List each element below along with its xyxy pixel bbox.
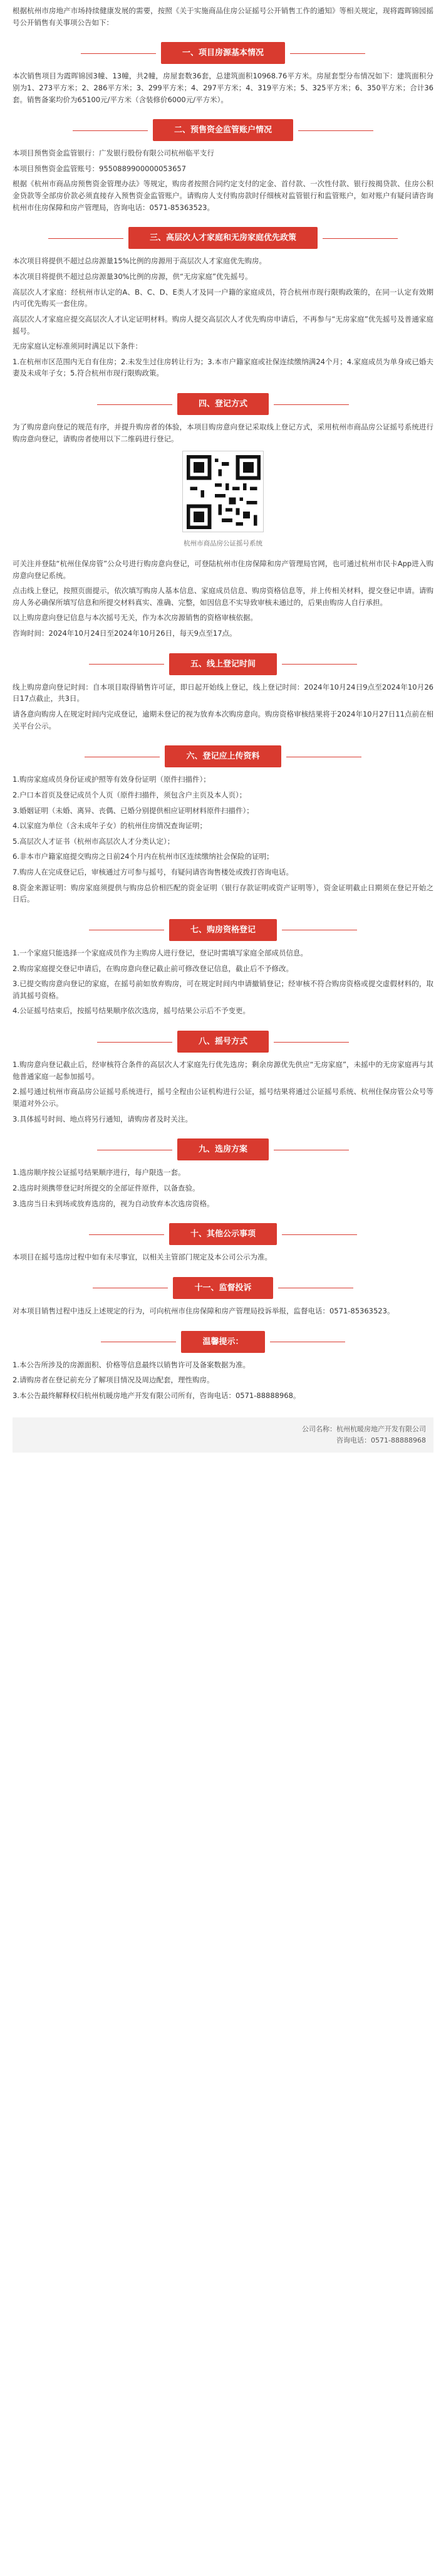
section-paragraph: 对本项目销售过程中违反上述规定的行为，可向杭州市住房保障和房产管理局投诉举报，监督电话：0571-85363523。 <box>13 1306 395 1315</box>
section-title: 九、选房方案 <box>177 1138 269 1160</box>
footer-phone: 咨询电话：0571-88888968 <box>336 1436 426 1445</box>
section-paragraph: 1.购房意向登记截止后，经审核符合条件的高层次人才家庭先行优先选房；剩余房源优先供应“无房家庭”，未摇中的无房家庭再与其他普通家庭一起参加摇号。 <box>13 1060 433 1081</box>
section-paragraph: 3.婚姻证明（未婚、离异、丧偶、已婚分别提供相应证明材料原件扫描件）； <box>13 806 254 815</box>
section-paragraph: 4.公证摇号结束后，按摇号结果顺序依次选房，摇号结果公示后不予变更。 <box>13 1006 250 1016</box>
tip-item: 2.请购房者在登记前充分了解项目情况及周边配套，理性购房。 <box>13 1375 214 1385</box>
section-header <box>13 393 433 415</box>
section-paragraph: 无房家庭认定标准须同时满足以下条件： <box>13 342 142 351</box>
section-title: 十、其他公示事项 <box>169 1223 277 1245</box>
tip-item: 1.本公告所涉及的房源面积、价格等信息最终以销售许可及备案数据为准。 <box>13 1360 250 1369</box>
section-paragraph: 5.高层次人才证书（杭州市高层次人才分类认定）； <box>13 836 175 846</box>
section-paragraph: 本次项目将提供不超过总房源量30%比例的房源，供“无房家庭”优先摇号。 <box>13 272 252 281</box>
qr-code-graphic <box>187 455 261 529</box>
section-title: 一、项目房源基本情况 <box>161 42 285 64</box>
tip-item: 3.本公告最终解释权归杭州杭暖房地产开发有限公司所有，咨询电话：0571-88888968。 <box>13 1391 301 1400</box>
section-header <box>13 119 433 141</box>
section-paragraph: 2.户口本首页及登记成员个人页（原件扫描件，须包含户主页及本人页）； <box>13 790 247 799</box>
section-paragraph: 2.购房家庭提交登记申请后，在购房意向登记截止前可修改登记信息，截止后不予修改。 <box>13 964 293 973</box>
section-paragraph: 1.购房家庭成员身份证或护照等有效身份证明（原件扫描件）； <box>13 775 210 784</box>
section-header <box>13 227 433 249</box>
section-paragraph: 高层次人才家庭：经杭州市认定的A、B、C、D、E类人才及同一户籍的家庭成员，符合杭州市现行限购政策的，在同一认定有效期内可优先购买一套住房。 <box>13 287 433 308</box>
section-paragraph: 1.一个家庭只能选择一个家庭成员作为主购房人进行登记，登记时需填写家庭全部成员信息。 <box>13 948 308 957</box>
section-header <box>13 1031 433 1053</box>
qr-code-icon[interactable] <box>182 451 264 532</box>
section-paragraph: 3.已提交购房意向登记的家庭，在摇号前如放弃购房，可在规定时间内申请撤销登记；经审核不符合购房资格或提交虚假材料的，取消其摇号资格。 <box>13 979 433 1000</box>
section-header <box>13 919 433 941</box>
section-header <box>13 745 433 767</box>
section-paragraph: 6.非本市户籍家庭提交购房之日前24个月内在杭州市区连续缴纳社会保险的证明； <box>13 852 274 861</box>
section-paragraph: 根据《杭州市商品房预售资金管理办法》等规定，购房者按照合同约定支付的定金、首付款、一次性付款、银行按揭贷款、住房公积金贷款等全部房价款必须直接存入预售资金监管账户。请购房人支付购房款时仔细核对监管银行和监管账户，如对账户有疑问请咨询杭州市住房保障和房产管理局，咨询电话：0571-85363523。 <box>13 179 433 212</box>
section-header <box>13 1138 433 1160</box>
section-title: 六、登记应上传资料 <box>165 745 281 767</box>
qr-caption: 杭州市商品房公证摇号系统 <box>184 539 262 547</box>
section-header <box>13 42 433 64</box>
tips-list <box>13 1359 433 1402</box>
section-header <box>13 653 433 675</box>
section-title: 八、摇号方式 <box>177 1031 269 1053</box>
section-paragraph: 请各意向购房人在规定时间内完成登记，逾期未登记的视为放弃本次购房意向。购房资格审核结果将于2024年10月27日11点前在相关平台公示。 <box>13 709 433 730</box>
section-paragraph: 以上购房意向登记信息与本次摇号无关，作为本次房源销售的资格审核依据。 <box>13 613 257 623</box>
section-paragraph: 高层次人才家庭应提交高层次人才认定证明材料。购房人提交高层次人才优先购房申请后，不再参与“无房家庭”优先摇号及普通家庭摇号。 <box>13 314 433 335</box>
section-paragraph: 本项目预售资金监管账号：9550889900000053657 <box>13 164 187 173</box>
section-paragraph: 本项目在摇号选房过程中如有未尽事宜，以相关主管部门规定及本公司公示为准。 <box>13 1253 272 1262</box>
footer-company: 公司名称：杭州杭暖房地产开发有限公司 <box>302 1425 426 1434</box>
section-paragraph: 2.摇号通过杭州市商品房公证摇号系统进行，摇号全程由公证机构进行公证，摇号结果将通过公证摇号系统、杭州住保房管公众号等渠道对外公示。 <box>13 1087 433 1108</box>
sections-container <box>13 42 433 1317</box>
section-paragraph: 本次项目将提供不超过总房源量15%比例的房源用于高层次人才家庭优先购房。 <box>13 256 267 266</box>
section-title: 二、预售资金监管账户情况 <box>153 119 293 141</box>
section-paragraph: 本项目预售资金监管银行：广发银行股份有限公司杭州临平支行 <box>13 149 214 158</box>
section-paragraph: 点击线上登记，按照页面提示，依次填写购房人基本信息、家庭成员信息、购房资格信息等，并上传相关材料，提交登记申请。请购房人务必确保所填写信息和所提交材料真实、准确、完整，如因信息不实导致审核未通过的，后果由购房人自行承担。 <box>13 586 433 607</box>
qr-block <box>13 451 433 549</box>
footer <box>13 1417 433 1453</box>
section-title: 三、高层次人才家庭和无房家庭优先政策 <box>128 227 318 249</box>
section-paragraph: 可关注并登陆“杭州住保房管”公众号进行购房意向登记，可登陆杭州市住房保障和房产管理局官网，也可通过杭州市民卡App进入购房意向登记系统。 <box>13 559 433 580</box>
section-title: 十一、监督投诉 <box>173 1277 272 1299</box>
tips-header <box>13 1331 433 1353</box>
section-paragraph: 3.选房当日未到场或放弃选房的，视为自动放弃本次选房资格。 <box>13 1199 214 1208</box>
section-title: 四、登记方式 <box>177 393 269 415</box>
section-header <box>13 1223 433 1245</box>
section-paragraph: 8.资金来源证明：购房家庭须提供与购房总价相匹配的资金证明（银行存款证明或资产证明等），资金证明截止日期须在登记开始之日后。 <box>13 883 433 904</box>
section-paragraph: 本次销售项目为霞晖锦园3幢、13幢，共2幢，房屋套数36套，总建筑面积10968.76平方米。房屋套型分布情况如下：建筑面积分别为1、273平方米；2、286平方米；3、299平方米；4、297平方米；4、319平方米；5、325平方米；6、350平方米；合计36套。销售备案均价为65100元/平方米（含装修价6000元/平方米）。 <box>13 71 433 104</box>
section-paragraph: 为了购房意向登记的规范有序，并提升购房者的体验，本项目购房意向登记采取线上登记方式，采用杭州市商品房公证摇号系统进行购房意向登记，请购房者使用以下二维码进行登记。 <box>13 423 433 443</box>
section-title: 五、线上登记时间 <box>169 653 277 675</box>
tips-title-band: 温馨提示： <box>181 1331 264 1353</box>
section-paragraph: 线上购房意向登记时间：自本项目取得销售许可证，即日起开始线上登记，线上登记时间：2024年10月24日9点至2024年10月26日17点截止，共3日。 <box>13 682 433 703</box>
section-paragraph: 3.具体摇号时间、地点将另行通知，请购房者及时关注。 <box>13 1114 192 1123</box>
section-paragraph: 4.以家庭为单位（含未成年子女）的杭州住房情况查询证明； <box>13 821 207 831</box>
section-header <box>13 1277 433 1299</box>
section-paragraph: 1.在杭州市区范围内无自有住房；2.未发生过住房转让行为；3.本市户籍家庭或社保连续缴纳满24个月；4.家庭成员为单身或已婚夫妻及未成年子女；5.符合杭州市现行限购政策。 <box>13 357 433 378</box>
section-paragraph: 1.选房顺序按公证摇号结果顺序进行，每户限选一套。 <box>13 1168 185 1177</box>
section-paragraph: 咨询时间：2024年10月24日至2024年10月26日，每天9点至17点。 <box>13 629 237 638</box>
intro-paragraph: 根据杭州市房地产市场持续健康发展的需要，按照《关于实施商品住房公证摇号公开销售工作的通知》等相关规定，现将霞晖锦园摇号公开销售有关事项公告如下： <box>13 6 433 27</box>
section-title: 七、购房资格登记 <box>169 919 277 941</box>
section-paragraph: 2.选房时须携带登记时所提交的全部证件原件，以备查验。 <box>13 1183 200 1192</box>
section-paragraph: 7.购房人在完成登记后，审核通过方可参与摇号，有疑问请咨询售楼处或拨打咨询电话。 <box>13 868 293 877</box>
